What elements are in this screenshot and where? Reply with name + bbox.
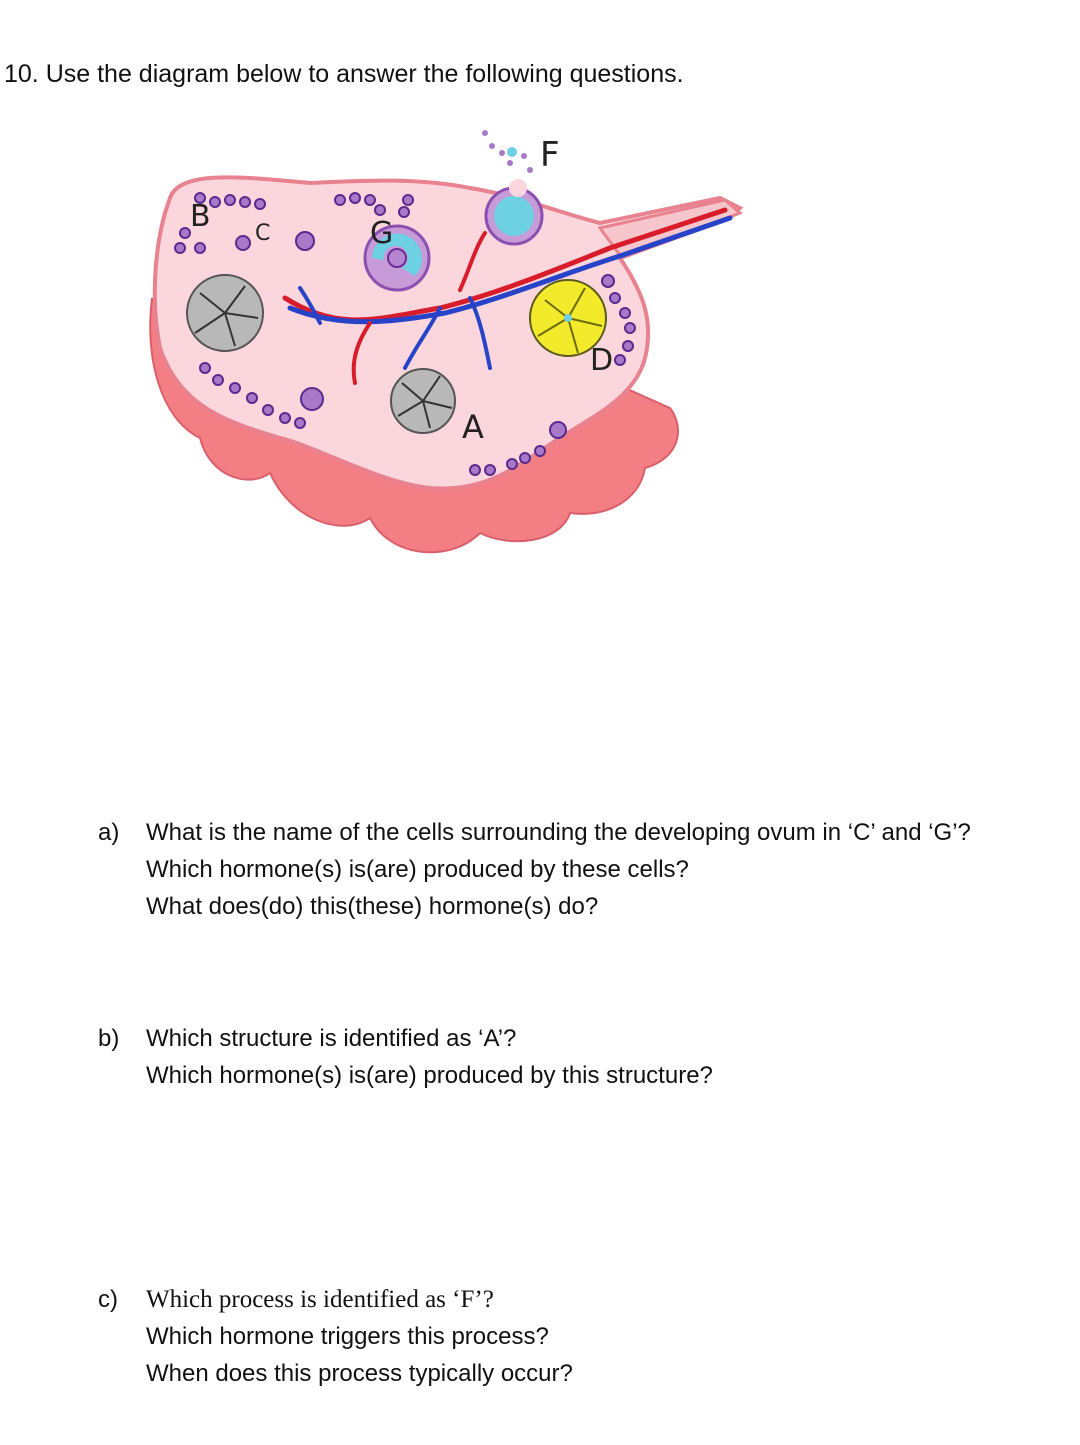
question-a-line-1: What is the name of the cells surrounding the developing ovum in ‘C’ and ‘G’?: [146, 819, 971, 846]
label-g: G: [370, 216, 394, 251]
label-a: A: [462, 408, 484, 446]
follicle-f: [482, 130, 542, 244]
question-a-letter: a): [98, 819, 120, 846]
corpus-albicans-left: [187, 275, 263, 351]
question-b-letter: b): [98, 1025, 120, 1052]
question-b-line-1: Which structure is identified as ‘A’?: [146, 1025, 517, 1052]
question-c-line-3: When does this process typically occur?: [146, 1360, 573, 1387]
question-a-line-2: Which hormone(s) is(are) produced by these cells?: [146, 856, 689, 883]
question-c-line-1: Which process is identified as ‘F’?: [146, 1286, 494, 1313]
corpus-albicans-a: [391, 369, 455, 433]
question-b-line-2: Which hormone(s) is(are) produced by this structure?: [146, 1062, 713, 1089]
question-heading: 10. Use the diagram below to answer the following questions.: [4, 60, 684, 88]
question-c-line-2: Which hormone triggers this process?: [146, 1323, 549, 1350]
ovary-diagram: [140, 118, 760, 568]
label-b: B: [190, 199, 211, 234]
label-c: C: [255, 221, 271, 246]
question-c-letter: c): [98, 1286, 118, 1313]
label-f: F: [540, 135, 560, 175]
label-d: D: [590, 343, 614, 378]
question-a-line-3: What does(do) this(these) hormone(s) do?: [146, 893, 599, 920]
